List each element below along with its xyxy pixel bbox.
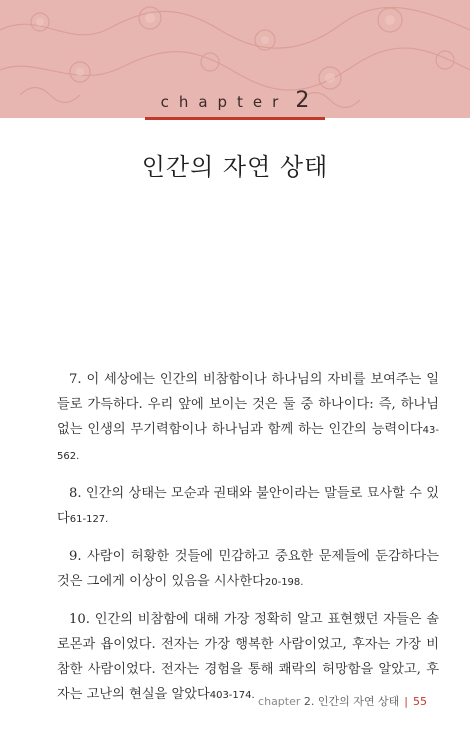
chapter-word: chapter bbox=[160, 93, 289, 111]
paragraph-reference: 43-562. bbox=[57, 425, 439, 462]
footer-chapter-ref: 2. 인간의 자연 상태 bbox=[303, 695, 400, 708]
paragraph-text: 10. 인간의 비참함에 대해 가장 정확히 알고 표현했던 자들은 솔로몬과 욥이었다. 전자는 가장 행복한 사람이었고, 후자는 가장 비참한 사람이었다. 전자는 경험을 통해 쾌락의 허망함을 알았고, 후자는 고난의 현실을 알았다 bbox=[57, 612, 439, 702]
chapter-number: 2 bbox=[295, 88, 310, 113]
paragraph-text: 7. 이 세상에는 인간의 비참함이나 하나님의 자비를 보여주는 일들로 가득하다. 우리 앞에 보이는 것은 둘 중 하나이다: 즉, 하나님 없는 인생의 무기력함이나 하나님과 함께 하는 인간의 능력이다 bbox=[57, 372, 439, 437]
chapter-title: 인간의 자연 상태 bbox=[141, 153, 329, 181]
paragraph bbox=[57, 367, 439, 469]
body-text bbox=[57, 367, 439, 720]
chapter-label bbox=[0, 88, 470, 113]
paragraph bbox=[57, 544, 439, 595]
footer-separator: | bbox=[404, 695, 408, 708]
paragraph-reference: 61-127. bbox=[69, 514, 109, 525]
paragraph-text: 9. 사람이 허황한 것들에 민감하고 중요한 문제들에 둔감하다는 것은 그에게 이상이 있음을 시사한다 bbox=[57, 549, 439, 589]
paragraph-reference: 403-174. bbox=[209, 690, 255, 701]
footer-chapter-prefix: chapter bbox=[258, 695, 301, 708]
paragraph-reference: 20-198. bbox=[264, 577, 304, 588]
page-footer bbox=[258, 693, 427, 709]
paragraph-text: 8. 인간의 상태는 모순과 권태와 불안이라는 말들로 묘사할 수 있다 bbox=[57, 486, 439, 526]
paragraph bbox=[57, 481, 439, 532]
chapter-divider bbox=[145, 117, 325, 120]
page-number: 55 bbox=[413, 695, 427, 708]
